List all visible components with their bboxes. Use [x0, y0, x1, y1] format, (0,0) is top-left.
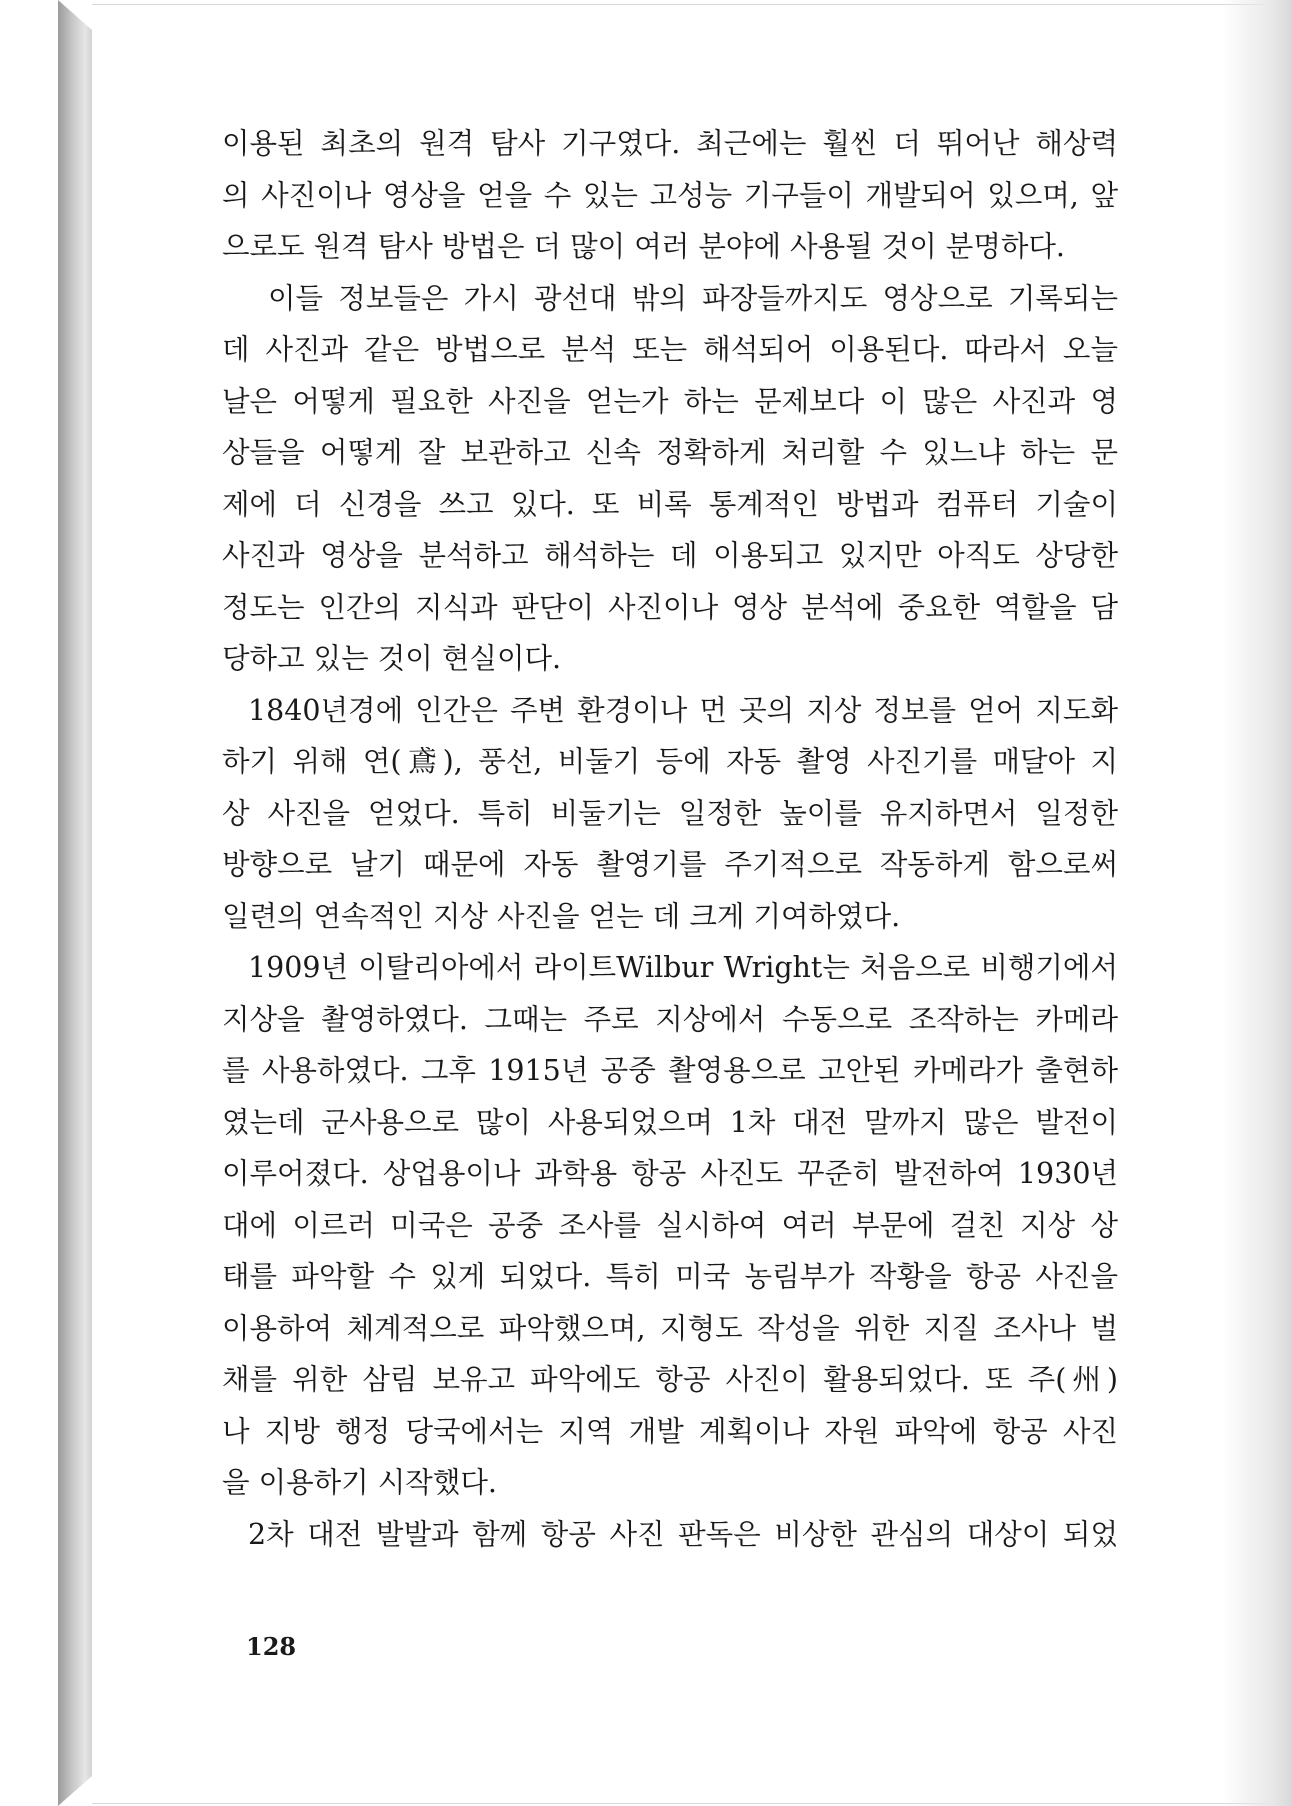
page-number: 128 [246, 1632, 297, 1661]
text-line: 방향으로 날기 때문에 자동 촬영기를 주기적으로 작동하게 함으로써 [222, 848, 1118, 881]
text-line: 나 지방 행정 당국에서는 지역 개발 계획이나 자원 파악에 항공 사진 [222, 1414, 1118, 1448]
text-line: 하기 위해 연(鳶), 풍선, 비둘기 등에 자동 촬영 사진기를 매달아 지 [222, 745, 1118, 778]
text-line: 채를 위한 삼림 보유고 파악에도 항공 사진이 활용되었다. 또 주(州) [222, 1363, 1118, 1396]
book-page-stack-edge [58, 0, 92, 1806]
text-line: 태를 파악할 수 있게 되었다. 특히 미국 농림부가 작황을 항공 사진을 [222, 1260, 1118, 1293]
text-line: 이루어졌다. 상업용이나 과학용 항공 사진도 꾸준히 발전하여 1930년 [222, 1157, 1118, 1190]
paragraph-first-line: 이들 정보들은 가시 광선대 밖의 파장들까지도 영상으로 기록되는 [268, 281, 1118, 315]
text-line: 의 사진이나 영상을 얻을 수 있는 고성능 기구들이 개발되어 있으며, 앞 [222, 178, 1118, 212]
paragraph-first-line: 1840년경에 인간은 주변 환경이나 먼 곳의 지상 정보를 얻어 지도화 [248, 693, 1118, 727]
text-line: 날은 어떻게 필요한 사진을 얻는가 하는 문제보다 이 많은 사진과 영 [222, 384, 1118, 418]
text-line: 이용된 최초의 원격 탐사 기구였다. 최근에는 훨씬 더 뛰어난 해상력 [222, 127, 1118, 160]
text-line: 대에 이르러 미국은 공중 조사를 실시하여 여러 부문에 걸친 지상 상 [222, 1208, 1118, 1242]
text-line: 상들을 어떻게 잘 보관하고 신속 정확하게 처리할 수 있느냐 하는 문 [222, 436, 1118, 469]
text-line: 지상을 촬영하였다. 그때는 주로 지상에서 수동으로 조작하는 카메라 [222, 1002, 1118, 1036]
text-line: 사진과 영상을 분석하고 해석하는 데 이용되고 있지만 아직도 상당한 [222, 539, 1118, 572]
paragraph-first-line: 1909년 이탈리아에서 라이트Wilbur Wright는 처음으로 비행기에서 [248, 951, 1118, 984]
paragraph-first-line: 2차 대전 발발과 함께 항공 사진 판독은 비상한 관심의 대상이 되었 [248, 1517, 1118, 1551]
text-line: 상 사진을 얻었다. 특히 비둘기는 일정한 높이를 유지하면서 일정한 [222, 796, 1118, 830]
text-line: 였는데 군사용으로 많이 사용되었으며 1차 대전 말까지 많은 발전이 [222, 1105, 1118, 1139]
text-line: 을 이용하기 시작했다. [222, 1466, 497, 1499]
book-edge-bottom-corner [58, 1776, 92, 1806]
page-body-text [222, 118, 1118, 1560]
text-line: 데 사진과 같은 방법으로 분석 또는 해석되어 이용된다. 따라서 오늘 [222, 333, 1118, 366]
text-line: 일련의 연속적인 지상 사진을 얻는 데 크게 기여하였다. [222, 899, 901, 933]
page-right-shadow [1222, 0, 1292, 1806]
text-line: 제에 더 신경을 쓰고 있다. 또 비록 통계적인 방법과 컴퓨터 기술이 [222, 487, 1118, 521]
text-line: 당하고 있는 것이 현실이다. [222, 642, 562, 675]
book-edge-top-corner [58, 0, 92, 30]
text-line: 으로도 원격 탐사 방법은 더 많이 여러 분야에 사용될 것이 분명하다. [222, 230, 1065, 263]
text-line: 이용하여 체계적으로 파악했으며, 지형도 작성을 위한 지질 조사나 벌 [222, 1311, 1118, 1345]
text-line: 를 사용하였다. 그후 1915년 공중 촬영용으로 고안된 카메라가 출현하 [222, 1054, 1118, 1087]
text-line: 정도는 인간의 지식과 판단이 사진이나 영상 분석에 중요한 역할을 담 [222, 590, 1118, 624]
